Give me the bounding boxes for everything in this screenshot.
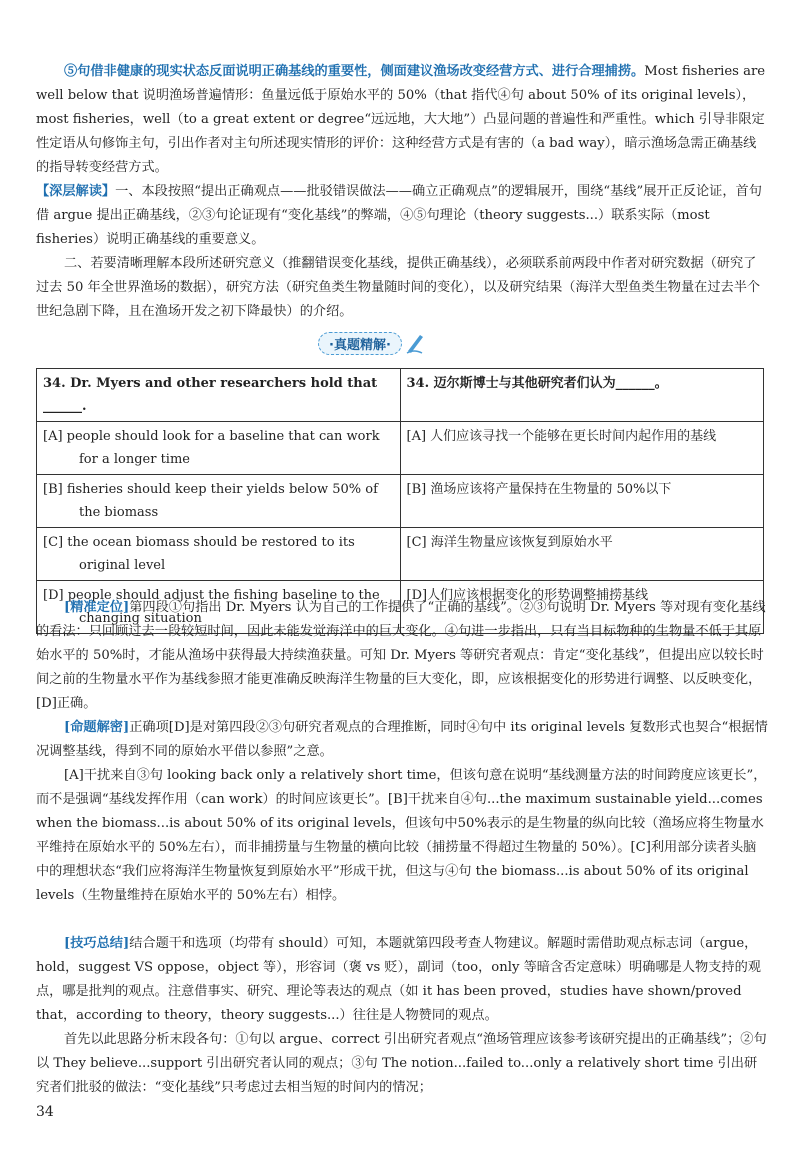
- paragraph-text: 第四段①句指出 Dr. Myers 认为自己的工作提供了“正确的基线”。②③句说明 Dr. Myers 等对现有变化基线的看法：只回顾过去一段较短时间，因此未能发觉海洋中的巨大变化。④句进一步指出，只有当目标物种的生物量不低于其原始水平的 50%时，才能从渔场中获得最大持续渔获量。可知 Dr. Myers 等研究者观点：肯定“变化基线”，但提出应以较长时间之前的生物量水平作为基线参照才能更准确反映海洋生物量的巨大变化，即，应该根据变化的形势进行调整、以反映变化，[D]正确。: [36, 600, 766, 711]
- section-tag: [命题解密]: [64, 720, 130, 735]
- research-context-paragraph: [36, 252, 768, 324]
- analysis-paragraph-5: [36, 60, 768, 180]
- option-d-cn: [D]人们应该根据变化的形势调整捕捞基线: [406, 588, 649, 603]
- paragraph-text: 结合题干和选项（均带有 should）可知，本题就第四段考查人物建议。解题时需借助观点标志词（argue，hold，suggest VS oppose，object 等），形容词（褒 vs 贬），副词（too，only 等暗含否定意味）明确哪是人物支持的观点，哪是批判的观点。注意借事实、研究、理论等表达的观点（如 it has been proved，studies have shown/proved that，according to theory，theory suggests...）往往是人物赞同的观点。: [36, 936, 761, 1023]
- section-tag: 【深层解读】: [36, 184, 116, 199]
- page-number: 34: [36, 1104, 54, 1120]
- paragraph-text: 正确项[D]是对第四段②③句研究者观点的合理推断，同时④句中 its original levels 复数形式也契合“根据情况调整基线，得到不同的原始水平借以参照”之意。: [36, 720, 768, 759]
- option-b-en: [B] fisheries should keep their yields below 50% of the biomass: [43, 482, 378, 520]
- option-a-en: [A] people should look for a baseline that can work for a longer time: [43, 429, 380, 467]
- pen-icon: [404, 331, 426, 355]
- banner-label: ·真题精解·: [318, 332, 402, 355]
- section-banner: [318, 330, 426, 356]
- section-tag: [精准定位]: [64, 600, 130, 615]
- paragraph-text: 一、本段按照“提出正确观点——批驳错误做法——确立正确观点”的逻辑展开，围绕“基线”展开正反论证，首句借 argue 提出正确基线，②③句论证现有“变化基线”的弊端，④⑤句理论（theory suggests...）联系实际（most fisheries）说明正确基线的重要意义。: [36, 184, 762, 247]
- option-row-a: [37, 422, 764, 475]
- distractor-analysis-paragraph: [36, 764, 768, 908]
- question-table: [36, 368, 764, 634]
- option-b-cn: [B] 渔场应该将产量保持在生物量的 50%以下: [406, 482, 672, 497]
- section-tag: [技巧总结]: [64, 936, 130, 951]
- highlight-sentence: ⑤句借非健康的现实状态反面说明正确基线的重要性，侧面建议渔场改变经营方式、进行合理捕捞。: [64, 64, 645, 79]
- question-stem-en: 34. Dr. Myers and other researchers hold that ______.: [37, 369, 401, 422]
- deep-reading-paragraph: [36, 180, 768, 252]
- option-c-en: [C] the ocean biomass should be restored to its original level: [43, 535, 355, 573]
- option-row-c: [37, 528, 764, 581]
- question-stem-cn: 34. 迈尔斯博士与其他研究者们认为______。: [400, 369, 764, 422]
- paragraph-text: 首先以此思路分析末段各句：①句以 argue、correct 引出研究者观点“渔场管理应该参考该研究提出的正确基线”；②句以 They believe...support 引出研究者认同的观点；③句 The notion...failed to...only a relatively short time 引出研究者们批驳的做法：“变化基线”只考虑过去相当短的时间内的情况；: [36, 1032, 767, 1095]
- paragraph-text: Most fisheries are well below that 说明渔场普遍情形：鱼量远低于原始水平的 50%（that 指代④句 about 50% of its original levels），most fisheries，well（to a great extent or degree“远远地，大大地”）凸显问题的普遍性和严重性。which 引导非限定性定语从句修饰主句，引出作者对主句所述现实情形的评价：这种经营方式是有害的（a bad way），暗示渔场急需正确基线的指导转变经营方式。: [36, 64, 766, 175]
- technique-summary-paragraph: [36, 932, 768, 1028]
- question-decode-paragraph: [36, 716, 768, 764]
- precise-location-paragraph: [36, 596, 768, 716]
- option-d-en: [D] people should adjust the fishing baseline to the changing situation: [43, 588, 380, 626]
- final-analysis-paragraph: [36, 1028, 768, 1100]
- paragraph-text: [A]干扰来自③句 looking back only a relatively short time，但该句意在说明“基线测量方法的时间跨度应该更长”，而不是强调“基线发挥作用（can work）的时间应该更长”。[B]干扰来自④句...the maximum sustainable yield...comes when the biomass...is about 50% of its original levels，但该句中50%表示的是生物量的纵向比较（渔场应将生物量水平维持在原始水平的 50%左右），而非捕捞量与生物量的横向比较（捕捞量不得超过生物量的 50%）。[C]利用部分读者头脑中的理想状态“我们应将海洋生物量恢复到原始水平”形成干扰，但这与④句 the biomass...is about 50% of its original levels（生物量维持在原始水平的 50%左右）相悖。: [36, 768, 767, 903]
- paragraph-text: 二、若要清晰理解本段所述研究意义（推翻错误变化基线，提供正确基线），必须联系前两段中作者对研究数据（研究了过去 50 年全世界渔场的数据），研究方法（研究鱼类生物量随时间的变化），以及研究结果（海洋大型鱼类生物量在过去半个世纪急剧下降，且在渔场开发之初下降最快）的介绍。: [36, 256, 761, 319]
- option-c-cn: [C] 海洋生物量应该恢复到原始水平: [406, 535, 613, 550]
- option-a-cn: [A] 人们应该寻找一个能够在更长时间内起作用的基线: [406, 429, 717, 444]
- question-stem-row: [37, 369, 764, 422]
- option-row-b: [37, 475, 764, 528]
